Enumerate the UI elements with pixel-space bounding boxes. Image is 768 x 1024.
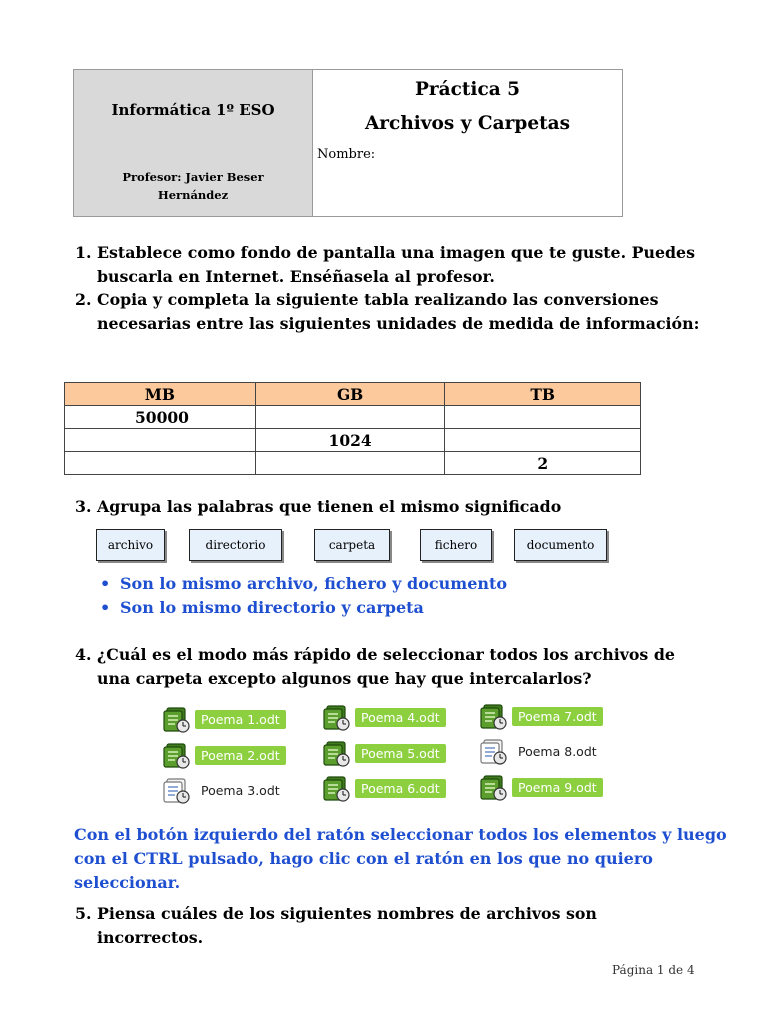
question-text: ¿Cuál es el modo más rápido de seleccionar todos los archivos de una carpeta excepto algunos que hay que intercalarlos? bbox=[97, 645, 675, 688]
file-label: Poema 3.odt bbox=[201, 782, 280, 798]
table-header-row bbox=[65, 383, 641, 406]
table-cell: 50000 bbox=[65, 406, 256, 429]
units-table bbox=[64, 382, 641, 475]
q4-answer: Con el botón izquierdo del ratón seleccionar todos los elementos y luego con el CTRL pulsado, hago clic con el ratón en los que no quiero seleccionar. bbox=[74, 825, 727, 892]
document-icon bbox=[474, 701, 510, 731]
table-cell bbox=[65, 429, 256, 452]
file-label: Poema 7.odt bbox=[512, 707, 603, 726]
file-label: Poema 1.odt bbox=[195, 710, 286, 729]
answer-text: Son lo mismo archivo, fichero y documento bbox=[120, 574, 508, 593]
question-number: 2. bbox=[75, 290, 92, 309]
teacher-name: Profesor: Javier Beser Hernández bbox=[122, 170, 264, 202]
table-cell: 1024 bbox=[255, 429, 445, 452]
question-text: Establece como fondo de pantalla una imagen que te guste. Puedes buscarla en Internet. Enséñasela al profesor. bbox=[97, 243, 696, 286]
document-icon bbox=[317, 738, 353, 768]
document-icon bbox=[157, 775, 193, 805]
question-number: 1. bbox=[75, 243, 92, 262]
answer-text: Son lo mismo directorio y carpeta bbox=[120, 598, 424, 617]
header-box bbox=[73, 69, 623, 217]
name-label: Nombre: bbox=[317, 147, 376, 162]
practice-title: Archivos y Carpetas bbox=[364, 113, 571, 134]
table-row bbox=[65, 406, 641, 429]
file-label: Poema 5.odt bbox=[355, 744, 446, 763]
word-box: documento bbox=[514, 529, 607, 561]
file-item[interactable] bbox=[317, 738, 446, 768]
document-icon bbox=[157, 704, 193, 734]
list-item: • Son lo mismo archivo, fichero y documento bbox=[100, 572, 507, 596]
table-cell bbox=[445, 406, 641, 429]
file-item[interactable] bbox=[474, 736, 603, 766]
question-number: 4. bbox=[75, 645, 92, 664]
file-item[interactable] bbox=[474, 772, 603, 802]
question-number: 5. bbox=[75, 904, 92, 923]
table-cell bbox=[445, 429, 641, 452]
table-cell: 2 bbox=[445, 452, 641, 475]
question-number: 3. bbox=[75, 497, 92, 516]
file-label: Poema 6.odt bbox=[355, 779, 446, 798]
course-title: Informática 1º ESO bbox=[111, 101, 275, 119]
document-icon bbox=[317, 702, 353, 732]
file-item[interactable] bbox=[157, 740, 286, 770]
table-row bbox=[65, 429, 641, 452]
file-label: Poema 2.odt bbox=[195, 746, 286, 765]
header-gb: GB bbox=[255, 383, 445, 406]
question-3 bbox=[75, 495, 735, 519]
question-1 bbox=[75, 241, 735, 289]
document-icon bbox=[474, 772, 510, 802]
file-label: Poema 9.odt bbox=[512, 778, 603, 797]
page-number: Página 1 de 4 bbox=[612, 963, 695, 977]
question-text: Copia y completa la siguiente tabla realizando las conversiones necesarias entre las siguientes unidades de medida de información: bbox=[97, 290, 700, 333]
word-box: carpeta bbox=[314, 529, 390, 561]
file-item[interactable] bbox=[474, 701, 603, 731]
header-tb: TB bbox=[445, 383, 641, 406]
table-row bbox=[65, 452, 641, 475]
question-5 bbox=[75, 902, 735, 950]
file-item[interactable] bbox=[317, 702, 446, 732]
question-text: Agrupa las palabras que tienen el mismo significado bbox=[97, 497, 562, 516]
header-mb: MB bbox=[65, 383, 256, 406]
list-item: • Son lo mismo directorio y carpeta bbox=[100, 596, 507, 620]
question-4 bbox=[75, 643, 735, 691]
file-item[interactable] bbox=[157, 704, 286, 734]
word-box: directorio bbox=[189, 529, 282, 561]
file-label: Poema 4.odt bbox=[355, 708, 446, 727]
file-label: Poema 8.odt bbox=[518, 743, 597, 759]
q3-answers bbox=[100, 572, 507, 620]
question-2 bbox=[75, 288, 735, 336]
header-right-cell bbox=[313, 70, 622, 216]
practice-number: Práctica 5 bbox=[414, 79, 521, 100]
document-icon bbox=[157, 740, 193, 770]
file-item[interactable] bbox=[317, 773, 446, 803]
table-cell bbox=[65, 452, 256, 475]
question-text: Piensa cuáles de los siguientes nombres de archivos son incorrectos. bbox=[97, 904, 597, 947]
table-cell bbox=[255, 406, 445, 429]
file-item[interactable] bbox=[157, 775, 286, 805]
header-left-cell bbox=[74, 70, 313, 216]
word-box: fichero bbox=[420, 529, 492, 561]
document-icon bbox=[317, 773, 353, 803]
table-cell bbox=[255, 452, 445, 475]
word-box: archivo bbox=[96, 529, 165, 561]
document-icon bbox=[474, 736, 510, 766]
